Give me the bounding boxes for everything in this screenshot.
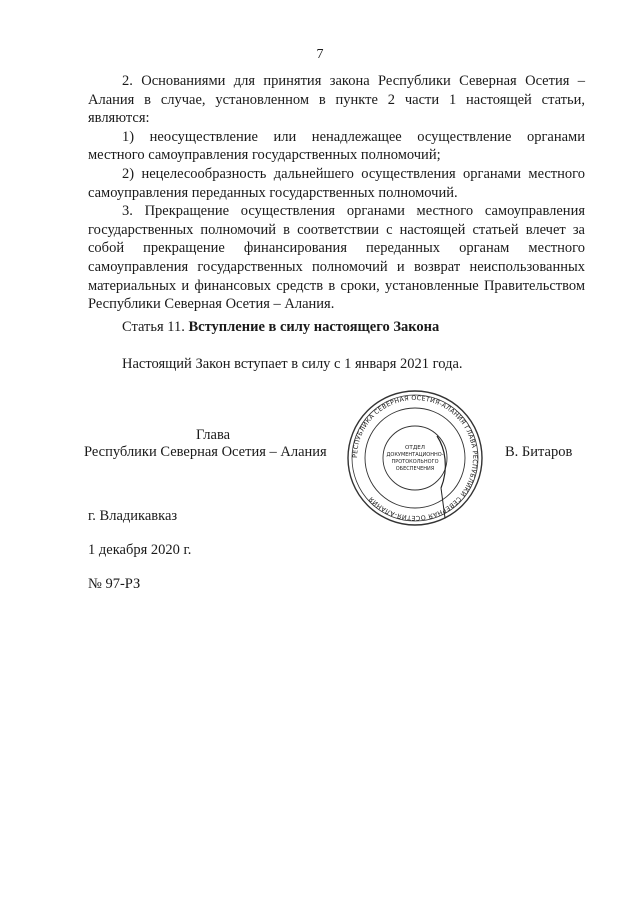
- article-number: Статья 11.: [122, 319, 185, 335]
- svg-text:ОТДЕЛ: ОТДЕЛ: [405, 445, 425, 451]
- signatory-title: Глава: [196, 427, 231, 443]
- svg-text:ПРОТОКОЛЬНОГО: ПРОТОКОЛЬНОГО: [391, 459, 439, 465]
- law-number: № 97-РЗ: [88, 576, 141, 592]
- svg-text:РЕСПУБЛИКА СЕВЕРНАЯ ОСЕТИЯ-АЛА: РЕСПУБЛИКА СЕВЕРНАЯ ОСЕТИЯ-АЛАНИЯ ГЛАВА РЕСПУБЛИКИ СЕВЕРНАЯ ОСЕТИЯ-АЛАНИЯ: [351, 394, 479, 522]
- signatory-region: Республики Северная Осетия – Алания: [84, 444, 327, 460]
- city-line: г. Владикавказ: [88, 508, 178, 524]
- paragraph-termination: 3. Прекращение осуществления органами местного самоуправления государственных полномочий в соответствии с настоящей статьей влечет за собой прекращение финансирования переданных органам местного самоуправления государственных полномочий и возврат неиспользованных материальных и финансовых средств в сроки, установленные Правительством Республики Северная Осетия – Алания.: [88, 203, 585, 313]
- article-title: Вступление в силу настоящего Закона: [188, 319, 440, 335]
- article-heading: [122, 319, 439, 336]
- law-body-text: [88, 72, 585, 314]
- svg-text:ДОКУМЕНТАЦИОННО-: ДОКУМЕНТАЦИОННО-: [386, 452, 444, 458]
- entry-into-force-text: Настоящий Закон вступает в силу с 1 января 2021 года.: [122, 356, 463, 372]
- paragraph-item-2: 2) нецелесообразность дальнейшего осуществления органами местного самоуправления переданных государственных полномочий.: [88, 165, 585, 201]
- official-seal-stamp: [345, 388, 485, 528]
- date-line: 1 декабря 2020 г.: [88, 542, 192, 558]
- paragraph-item-1: 1) неосуществление или ненадлежащее осуществление органами местного самоуправления государственных полномочий;: [88, 128, 585, 164]
- signatory-name: В. Битаров: [505, 444, 573, 460]
- svg-text:ОБЕСПЕЧЕНИЯ: ОБЕСПЕЧЕНИЯ: [395, 466, 435, 472]
- page-number: 7: [316, 47, 324, 62]
- paragraph-grounds: 2. Основаниями для принятия закона Республики Северная Осетия – Алания в случае, установленном в пункте 2 части 1 настоящей статьи, являются:: [88, 73, 585, 127]
